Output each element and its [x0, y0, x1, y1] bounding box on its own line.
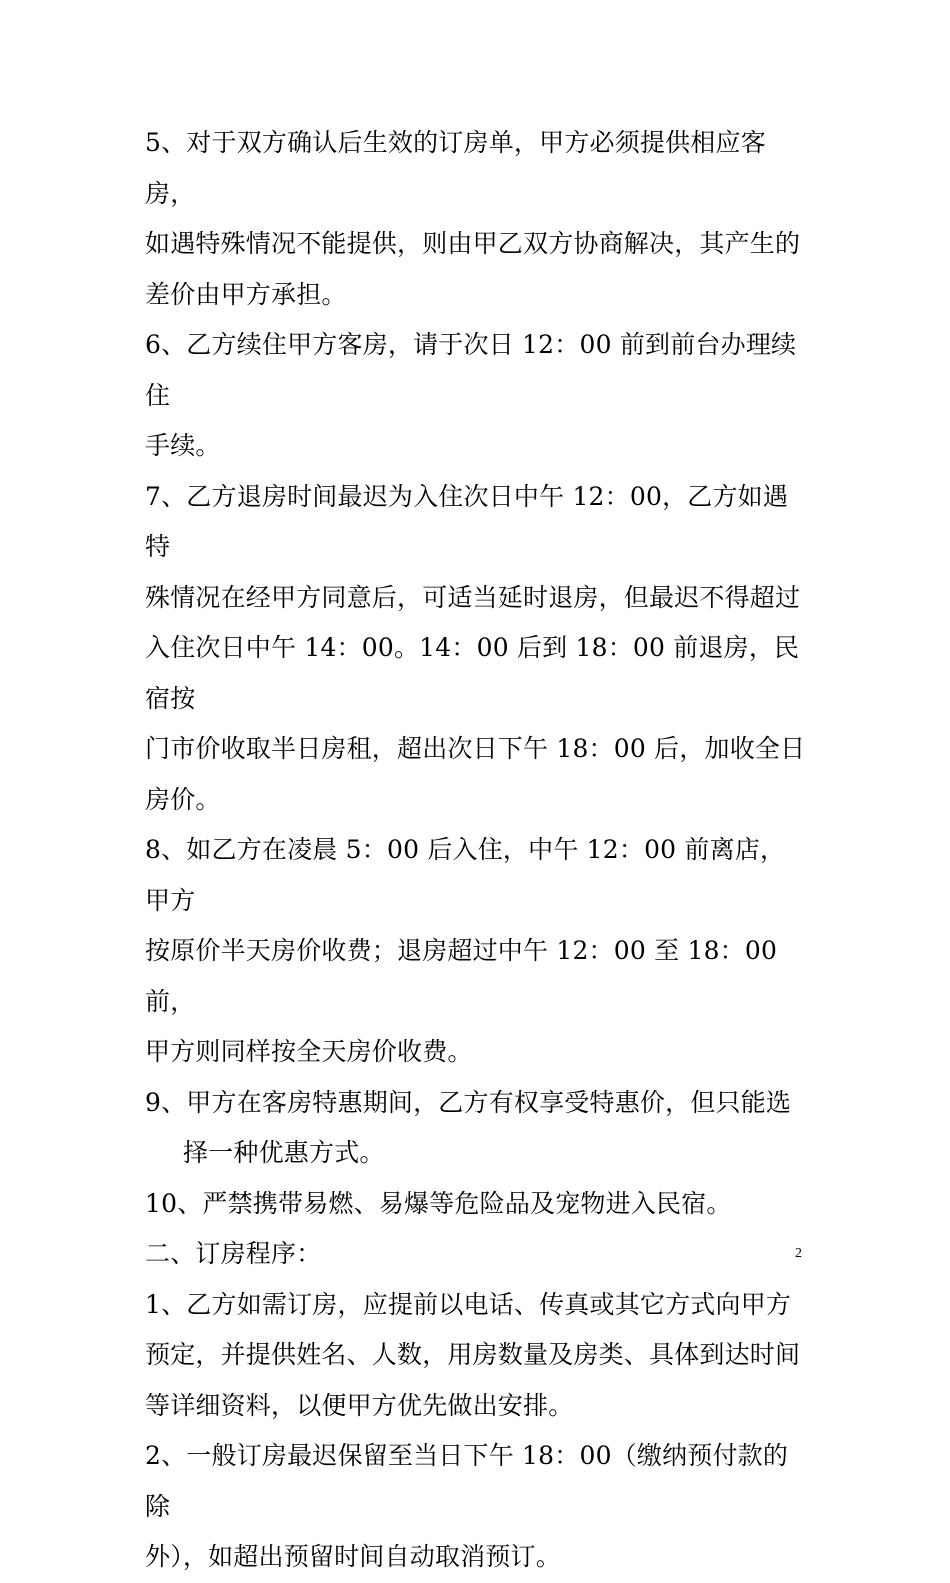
clause-8: 8、如乙方在凌晨 5：00 后入住，中午 12：00 前离店，甲方 按原价半天房价收费；退房超过中午 12：00 至 18：00 前， 甲方则同样按全天房价收费。: [145, 835, 786, 1066]
procedure-1: 1、乙方如需订房，应提前以电话、传真或其它方式向甲方 预定，并提供姓名、人数，用房数量及房类、具体到达时间 等详细资料，以便甲方优先做出安排。: [145, 1289, 801, 1420]
clause-6: 6、乙方续住甲方客房，请于次日 12：00 前到前台办理续住 手续。: [145, 330, 797, 460]
procedure-2: 2、一般订房最迟保留至当日下午 18：00（缴纳预付款的除 外），如超出预留时间自动取消预订。: [145, 1441, 789, 1571]
clause-10: 10、严禁携带易燃、易爆等危险品及宠物进入民宿。: [145, 1188, 732, 1218]
clause-9: 9、甲方在客房特惠期间，乙方有权享受特惠价，但只能选 择一种优惠方式。: [145, 1087, 792, 1167]
clause-5: 5、对于双方确认后生效的订房单，甲方必须提供相应客房， 如遇特殊情况不能提供，则由甲乙双方协商解决，其产生的 差价由甲方承担。: [145, 128, 801, 309]
document-body: [145, 118, 810, 1583]
clause-7: 7、乙方退房时间最迟为入住次日中午 12：00，乙方如遇特 殊情况在经甲方同意后，可适当延时退房，但最迟不得超过 入住次日中午 14：00。14：00 后到 18：00 前退房，民宿按 门市价收取半日房租，超出次日下午 18：00 后，加收全日 房价。: [145, 481, 806, 814]
section-heading-booking-procedure: 二、订房程序：: [145, 1239, 322, 1268]
page-number: 2: [795, 1246, 802, 1261]
